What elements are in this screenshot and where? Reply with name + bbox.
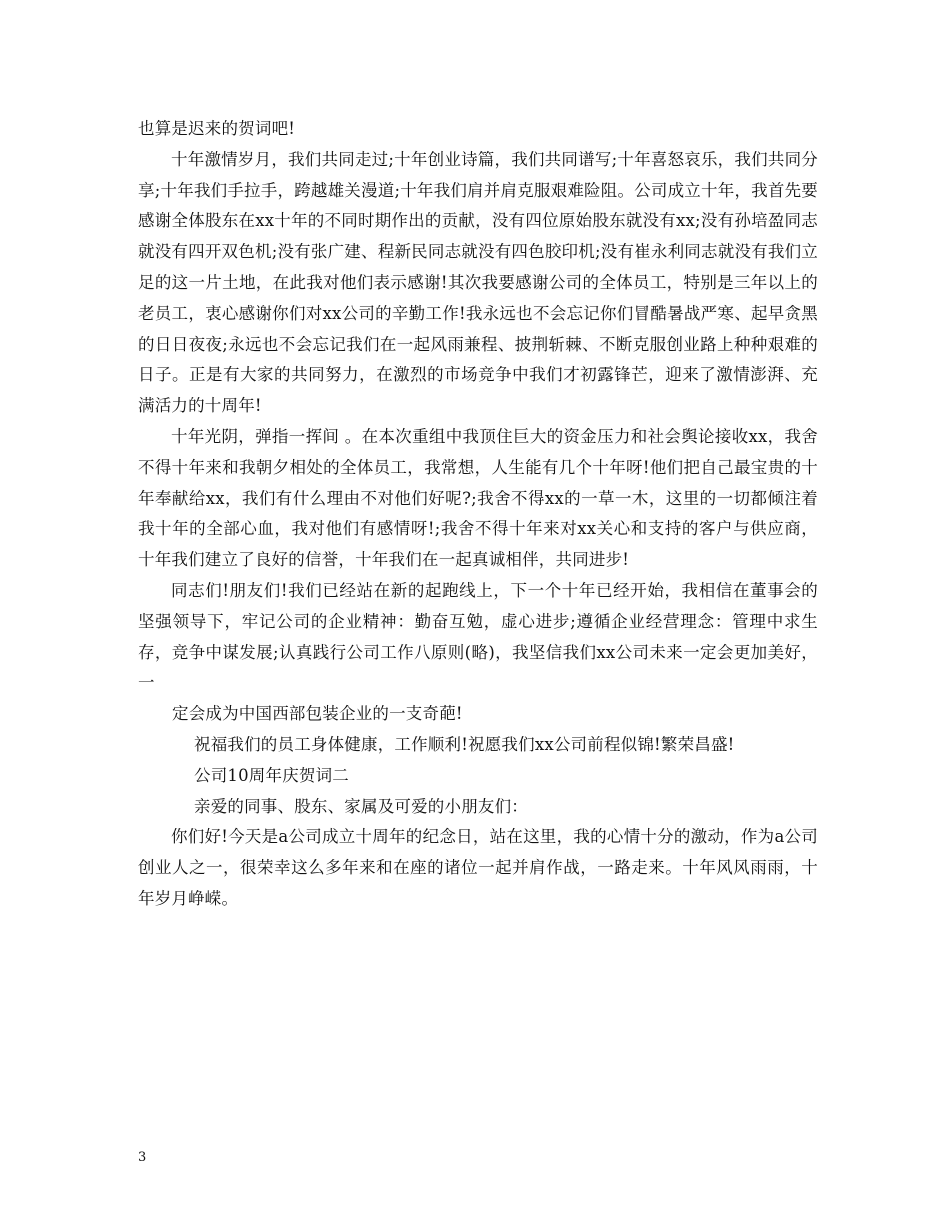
paragraph-anniversary-opening: 你们好!今天是a公司成立十周年的纪念日，站在这里，我的心情十分的激动，作为a公司创业人之一，很荣幸这么多年来和在座的诸位一起并肩作战，一路走来。十年风风雨雨，十年岁月峥嵘。 bbox=[138, 827, 818, 908]
paragraph-comrades-friends: 同志们!朋友们!我们已经站在新的起跑线上，下一个十年已经开始，我相信在董事会的坚强领导下，牢记公司的企业精神：勤奋互勉，虚心进步;遵循企业经营理念：管理中求生存，竞争中谋发展;认真践行公司工作八原则(略)，我坚信我们xx公司未来一定会更加美好，一 bbox=[138, 580, 818, 693]
paragraph-ten-years-gratitude: 十年激情岁月，我们共同走过;十年创业诗篇，我们共同谱写;十年喜怒哀乐，我们共同分享;十年我们手拉手，跨越雄关漫道;十年我们肩并肩克服艰难险阻。公司成立十年，我首先要感谢全体股东在xx十年的不同时期作出的贡献，没有四位原始股东就没有xx;没有孙培盈同志就没有四开双色机;没有张广建、程新民同志就没有四色胶印机;没有崔永利同志就没有我们立足的这一片土地，在此我对他们表示感谢!其次我要感谢公司的全体员工，特别是三年以上的老员工，衷心感谢你们对xx公司的辛勤工作!我永远也不会忘记你们冒酷暑战严寒、起早贪黑的日日夜夜;永远也不会忘记我们在一起风雨兼程、披荆斩棘、不断克服创业路上种种艰难的日子。正是有大家的共同努力，在激烈的市场竞争中我们才初露锋芒，迎来了激情澎湃、充满活力的十周年! bbox=[138, 149, 818, 416]
paragraph-western-packaging: 定会成为中国西部包装企业的一支奇葩! bbox=[172, 704, 463, 724]
paragraph-blessing: 祝福我们的员工身体健康，工作顺利!祝愿我们xx公司前程似锦!繁荣昌盛! bbox=[194, 734, 735, 754]
page-number: 3 bbox=[138, 1150, 147, 1165]
paragraph-greeting: 亲爱的同事、股东、家属及可爱的小朋友们： bbox=[194, 796, 528, 816]
paragraph-ten-years-time: 十年光阴，弹指一挥间 。在本次重组中我顶住巨大的资金压力和社会舆论接收xx，我舍不得十年来和我朝夕相处的全体员工，我常想，人生能有几个十年呀!他们把自己最宝贵的十年奉献给xx，我们有什么理由不对他们好呢?;我舍不得xx的一草一木，这里的一切都倾注着我十年的全部心血，我对他们有感情呀!;我舍不得十年来对xx关心和支持的客户与供应商，十年我们建立了良好的信誉，十年我们在一起真诚相伴，共同进步! bbox=[138, 426, 818, 570]
section-heading-second-speech: 公司10周年庆贺词二 bbox=[194, 765, 349, 785]
document-body bbox=[138, 114, 818, 915]
paragraph-continuation: 也算是迟来的贺词吧! bbox=[138, 119, 296, 138]
